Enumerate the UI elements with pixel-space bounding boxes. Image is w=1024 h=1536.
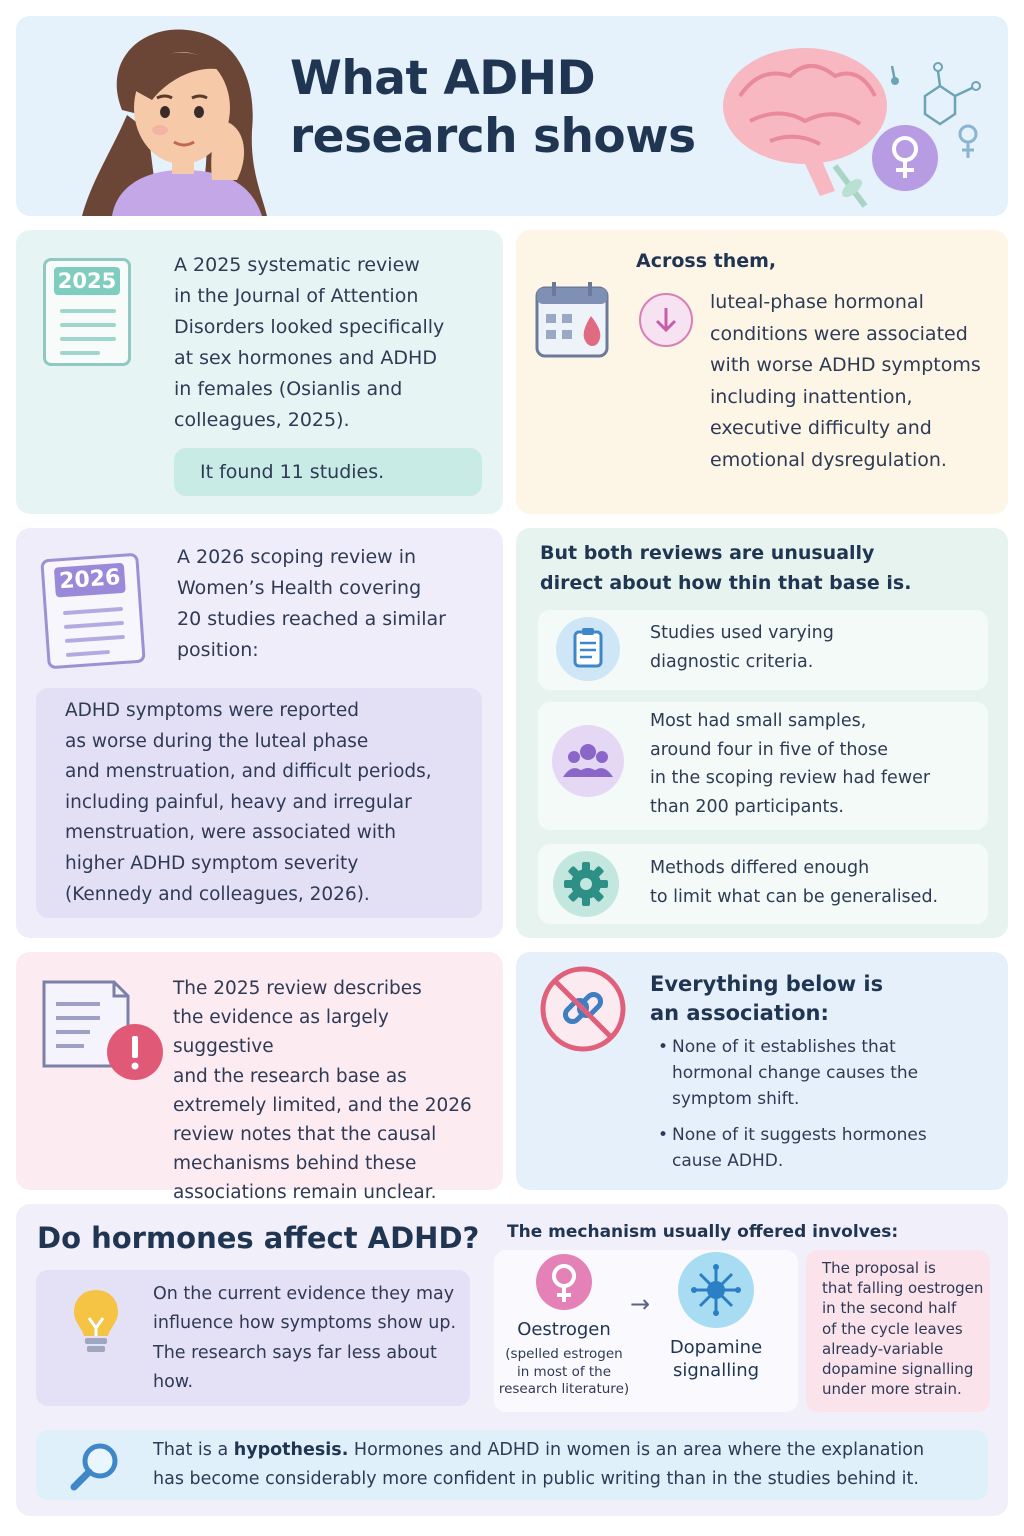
document-2026-icon [40, 553, 145, 670]
dopamine-neuron-icon [678, 1252, 754, 1328]
association-card [516, 952, 1008, 1190]
document-2025-icon [43, 258, 131, 366]
oestrogen-note: (spelled estrogen in most of the research literature) [498, 1346, 630, 1397]
document-warning-icon [40, 978, 170, 1082]
dopamine-label: Dopamine signalling [669, 1337, 763, 1381]
limitations-card [516, 528, 1008, 938]
proposal-text: The proposal is that falling oestrogen in the second half of the cycle leaves already-variable dopamine signalling under more strain. [822, 1259, 984, 1399]
hormones-panel [16, 1204, 1008, 1516]
finding-box [36, 688, 482, 918]
limitation-item-criteria [538, 610, 988, 690]
limitation-text-criteria: Studies used varying diagnostic criteria. [650, 623, 834, 672]
down-arrow-icon [639, 293, 693, 347]
limitations-heading: But both reviews are unusually direct about how thin that base is. [540, 542, 912, 594]
across-studies-card [516, 230, 1008, 514]
hypothesis-word: hypothesis. [233, 1440, 349, 1460]
limitation-item-samples [538, 702, 988, 830]
brain-hormone-illustration [710, 36, 1000, 211]
association-heading: Everything below is an association: [650, 972, 884, 1025]
across-text: luteal-phase hormonal conditions were associated with worse ADHD symptoms including inattention, executive difficulty and emotional dysregulation. [710, 291, 981, 471]
header-banner [16, 16, 1008, 216]
evidence-card [16, 952, 503, 1204]
finding-text: ADHD symptoms were reported as worse during the luteal phase and menstruation, and difficult periods, including painful, heavy and irregular menstruation, were associated with higher ADHD symptom severity (Kennedy and colleagues, 2026). [65, 700, 432, 905]
title-line-1: What ADHD [290, 51, 596, 106]
review-2026-text: A 2026 scoping review in Women’s Health covering 20 studies reached a similar position: [177, 546, 446, 661]
title-line-2: research shows [290, 109, 696, 164]
answer-text: On the current evidence they may influence how symptoms show up. The research says far less about how. [153, 1284, 457, 1393]
lightbulb-icon [70, 1286, 122, 1358]
hormones-heading: Do hormones affect ADHD? [37, 1221, 480, 1255]
hypothesis-text: That is a hypothesis. Hormones and ADHD in women is an area where the explanation has become considerably more confident in public writing than in the studies behind it. [153, 1440, 925, 1489]
hypothesis-footer [36, 1430, 988, 1500]
proposal-box [806, 1250, 990, 1412]
oestrogen-label: Oestrogen [517, 1319, 611, 1340]
mechanism-heading: The mechanism usually offered involves: [507, 1222, 899, 1242]
evidence-text: The 2025 review describes the evidence as largely suggestive and the research base as extremely limited, and the 2026 review notes that the causal mechanisms behind these associations remain unclear. [173, 978, 472, 1204]
year-badge: 2025 [54, 267, 120, 295]
gear-icon [553, 851, 619, 917]
people-icon [552, 725, 624, 797]
calendar-icon [534, 280, 612, 360]
review-2025-card [16, 230, 503, 514]
answer-box [36, 1270, 470, 1406]
review-2026-card [16, 528, 503, 938]
limitation-text-methods: Methods differed enough to limit what can be generalised. [650, 858, 939, 907]
limitation-text-samples: Most had small samples, around four in five of those in the scoping review had fewer than 200 participants. [650, 711, 931, 817]
female-symbol-icon [536, 1254, 592, 1310]
mechanism-box [494, 1250, 798, 1412]
clipboard-icon [556, 617, 620, 681]
limitation-item-methods [538, 844, 988, 924]
arrow-right-icon: → [630, 1290, 651, 1318]
year-badge-2026: 2026 [54, 563, 126, 598]
woman-thinking-illustration [52, 20, 292, 216]
no-link-icon [538, 964, 628, 1054]
across-heading: Across them, [636, 250, 777, 272]
magnifier-icon [66, 1439, 124, 1493]
association-bullet-1: • None of it establishes that hormonal change causes the symptom shift. [658, 1037, 919, 1109]
association-bullet-2: • None of it suggests hormones cause ADHD. [658, 1125, 927, 1171]
page-title [290, 50, 710, 166]
found-studies-pill: It found 11 studies. [174, 448, 482, 496]
review-2025-text: A 2025 systematic review in the Journal of Attention Disorders looked specifically at sex hormones and ADHD in females (Osianlis and colleagues, 2025). [174, 254, 445, 431]
